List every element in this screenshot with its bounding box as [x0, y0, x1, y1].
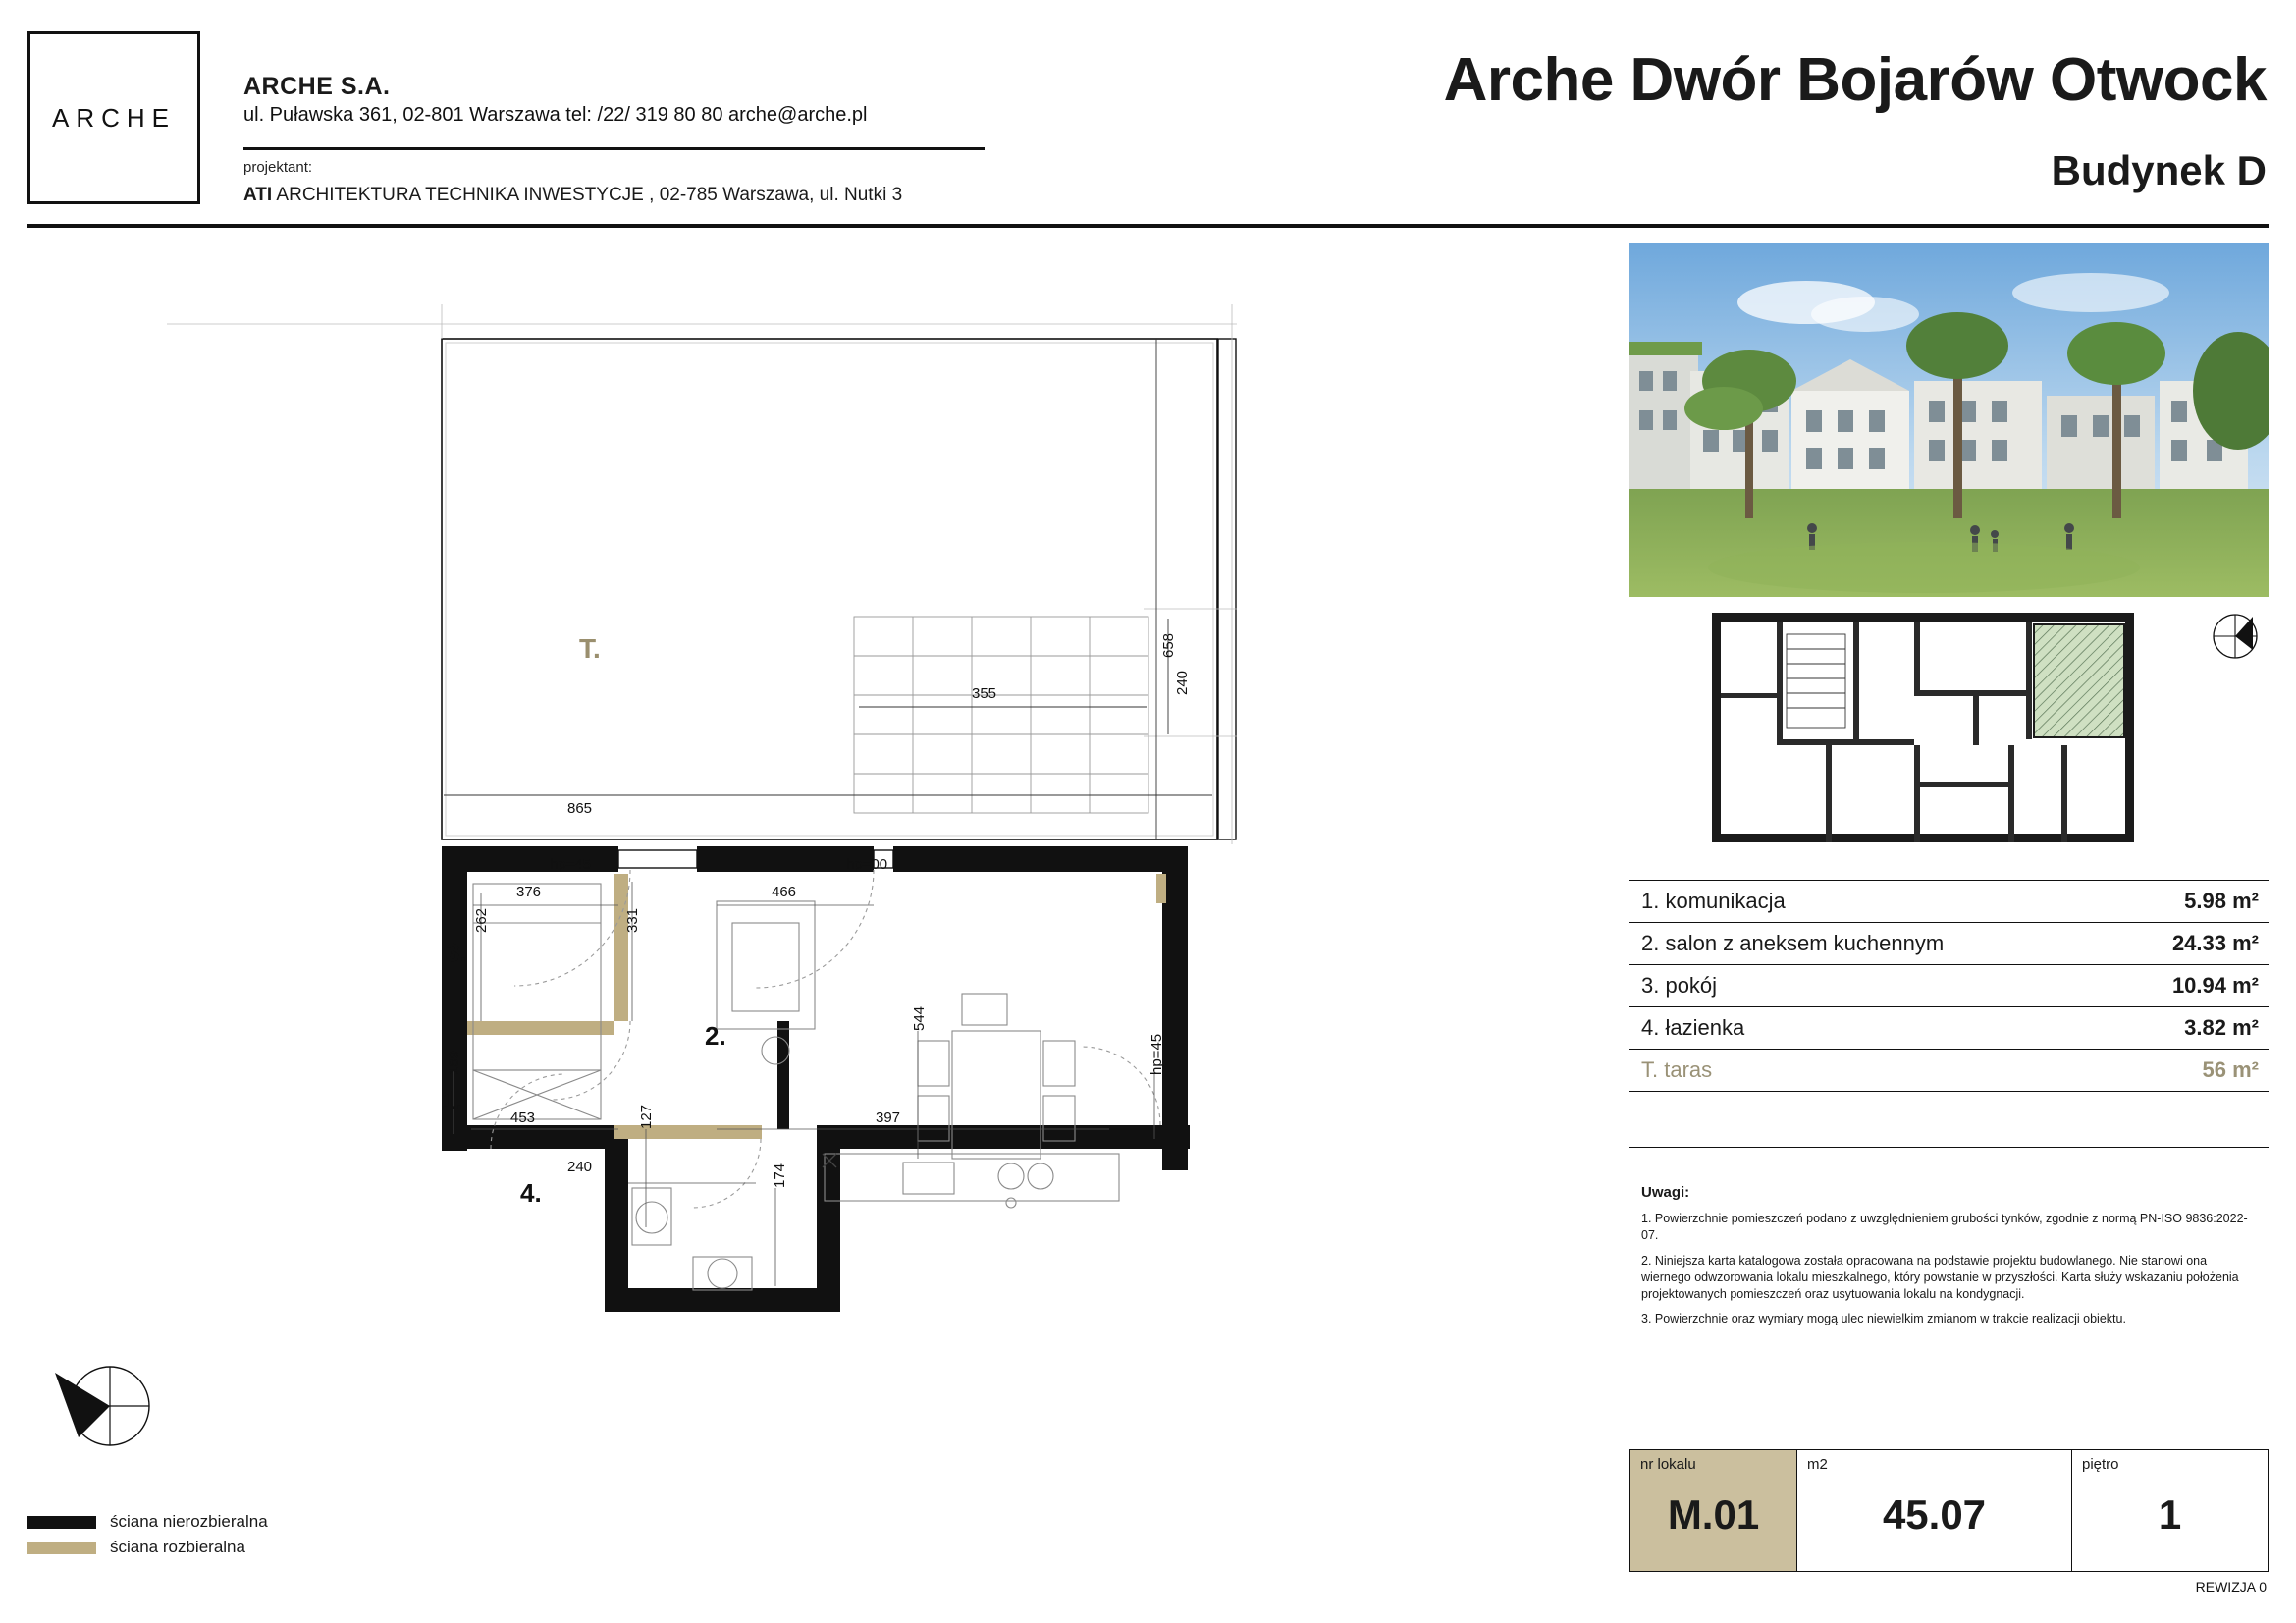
header-divider [27, 224, 2269, 228]
revision-label: REWIZJA 0 [2195, 1579, 2267, 1595]
legend-item-rozbieralna [27, 1538, 268, 1557]
room-area: 5.98 m² [2184, 889, 2259, 913]
legend-swatch-beige [27, 1542, 96, 1554]
company-block [243, 73, 989, 127]
table-row [1629, 1007, 2269, 1050]
arche-logo [27, 31, 200, 204]
table-row-terrace [1629, 1050, 2269, 1092]
compass-north-icon [49, 1355, 157, 1463]
notes-block [1629, 1170, 2269, 1336]
room-name: 3. pokój [1641, 973, 1718, 998]
dim-terrace-width: 865 [567, 800, 593, 817]
room-name: 2. salon z aneksem kuchennym [1641, 931, 1945, 955]
designer-name [243, 185, 902, 206]
designer-full: ARCHITEKTURA TECHNIKA INWESTYCJE , 02-785 Warszawa, ul. Nutki 3 [272, 185, 903, 205]
company-address: ul. Puławska 361, 02-801 Warszawa tel: /22/ 319 80 80 arche@arche.pl [243, 104, 868, 126]
dim-wall-331: 331 [624, 907, 641, 933]
floor-plan-drawing [29, 245, 1600, 1610]
table-row [1629, 965, 2269, 1007]
sheet-header [0, 0, 2296, 228]
unit-area-label: m2 [1807, 1456, 1828, 1473]
building-name: Budynek D [2051, 147, 2267, 193]
room-name: T. taras [1641, 1057, 1713, 1082]
unit-area-box [1797, 1450, 2072, 1571]
dim-room3-width: 376 [516, 884, 542, 900]
floor-plan [29, 245, 1600, 1610]
unit-number-box [1630, 1450, 1797, 1571]
table-row [1629, 923, 2269, 965]
info-panel [1629, 243, 2269, 1595]
designer-label: projektant: [243, 159, 313, 176]
room-schedule-table [1629, 880, 2269, 1148]
dim-hp00: hp=00 [846, 856, 888, 873]
company-name: ARCHE S.A. [243, 73, 391, 100]
keyplan-compass-icon [2210, 611, 2261, 662]
dim-terrace-height: 658 [1160, 632, 1177, 658]
dim-room2-top: 466 [772, 884, 797, 900]
dim-bath-174: 174 [772, 1163, 788, 1188]
dim-room3-height: 262 [473, 907, 490, 933]
unit-floor-box [2072, 1450, 2268, 1571]
dim-hall-453: 453 [510, 1109, 536, 1126]
unit-number-label: nr lokalu [1640, 1456, 1696, 1473]
key-plan [1629, 605, 2269, 862]
table-row [1629, 881, 2269, 923]
wall-legend [27, 1512, 268, 1563]
dim-hp45-right: hp=45 [1148, 1033, 1165, 1075]
dim-wall-544: 544 [911, 1005, 928, 1031]
dim-wall-127: 127 [638, 1104, 655, 1129]
room-label-4: 4. [520, 1178, 542, 1208]
note-item: 2. Niniejsza karta katalogowa została opracowana na podstawie projektu budowlanego. Nie stanowi ona wiernego odwzorowania lokalu mieszkalnego, który powstanie w przyszłości. Karta służy wskazaniu położenia projektowanych pomieszczeń oraz usytuowania lokalu na kondygnacji. [1641, 1253, 2239, 1301]
dim-bath-240: 240 [567, 1159, 593, 1175]
page-title: Arche Dwór Bojarów Otwock [1443, 46, 2267, 114]
unit-number-value: M.01 [1667, 1491, 1760, 1538]
note-item: 3. Powierzchnie oraz wymiary mogą ulec niewielkim zmianom w trakcie realizacji obiektu. [1641, 1312, 2126, 1326]
room-label-3: 3. [446, 938, 467, 967]
dim-hp45-left: hp=45 [550, 856, 592, 873]
building-rendering [1629, 243, 2269, 597]
dim-room2-bottom: 397 [876, 1109, 901, 1126]
header-divider-small [243, 147, 985, 150]
room-area: 56 m² [2202, 1057, 2259, 1082]
room-label-1: 1. [442, 1085, 463, 1114]
unit-area-value: 45.07 [1882, 1491, 1987, 1538]
logo-text: ARCHE [51, 102, 176, 133]
dim-step-width: 355 [972, 685, 997, 702]
legend-label-1: ściana rozbieralna [110, 1538, 245, 1556]
designer-abbr: ATI [243, 185, 273, 205]
room-name: 4. łazienka [1641, 1015, 1745, 1040]
note-item: 1. Powierzchnie pomieszczeń podano z uwzględnieniem grubości tynków, zgodnie z normą PN-ISO 9836:2022-07. [1641, 1212, 2248, 1242]
dim-wall-189: 189 [446, 1050, 462, 1075]
legend-item-nierozbieralna [27, 1512, 268, 1532]
room-area: 10.94 m² [2171, 973, 2259, 998]
notes-title: Uwagi: [1641, 1184, 1690, 1201]
unit-floor-label: piętro [2082, 1456, 2119, 1473]
terrace-label: T. [579, 633, 601, 664]
dim-step-height: 240 [1174, 670, 1191, 695]
unit-floor-value: 1 [2158, 1491, 2182, 1538]
legend-label-0: ściana nierozbieralna [110, 1512, 268, 1531]
unit-summary [1629, 1449, 2269, 1572]
table-row-empty [1629, 1092, 2269, 1148]
room-area: 3.82 m² [2184, 1015, 2259, 1040]
room-name: 1. komunikacja [1641, 889, 1786, 913]
room-area: 24.33 m² [2171, 931, 2259, 955]
legend-swatch-dark [27, 1516, 96, 1529]
room-label-2: 2. [705, 1021, 726, 1051]
